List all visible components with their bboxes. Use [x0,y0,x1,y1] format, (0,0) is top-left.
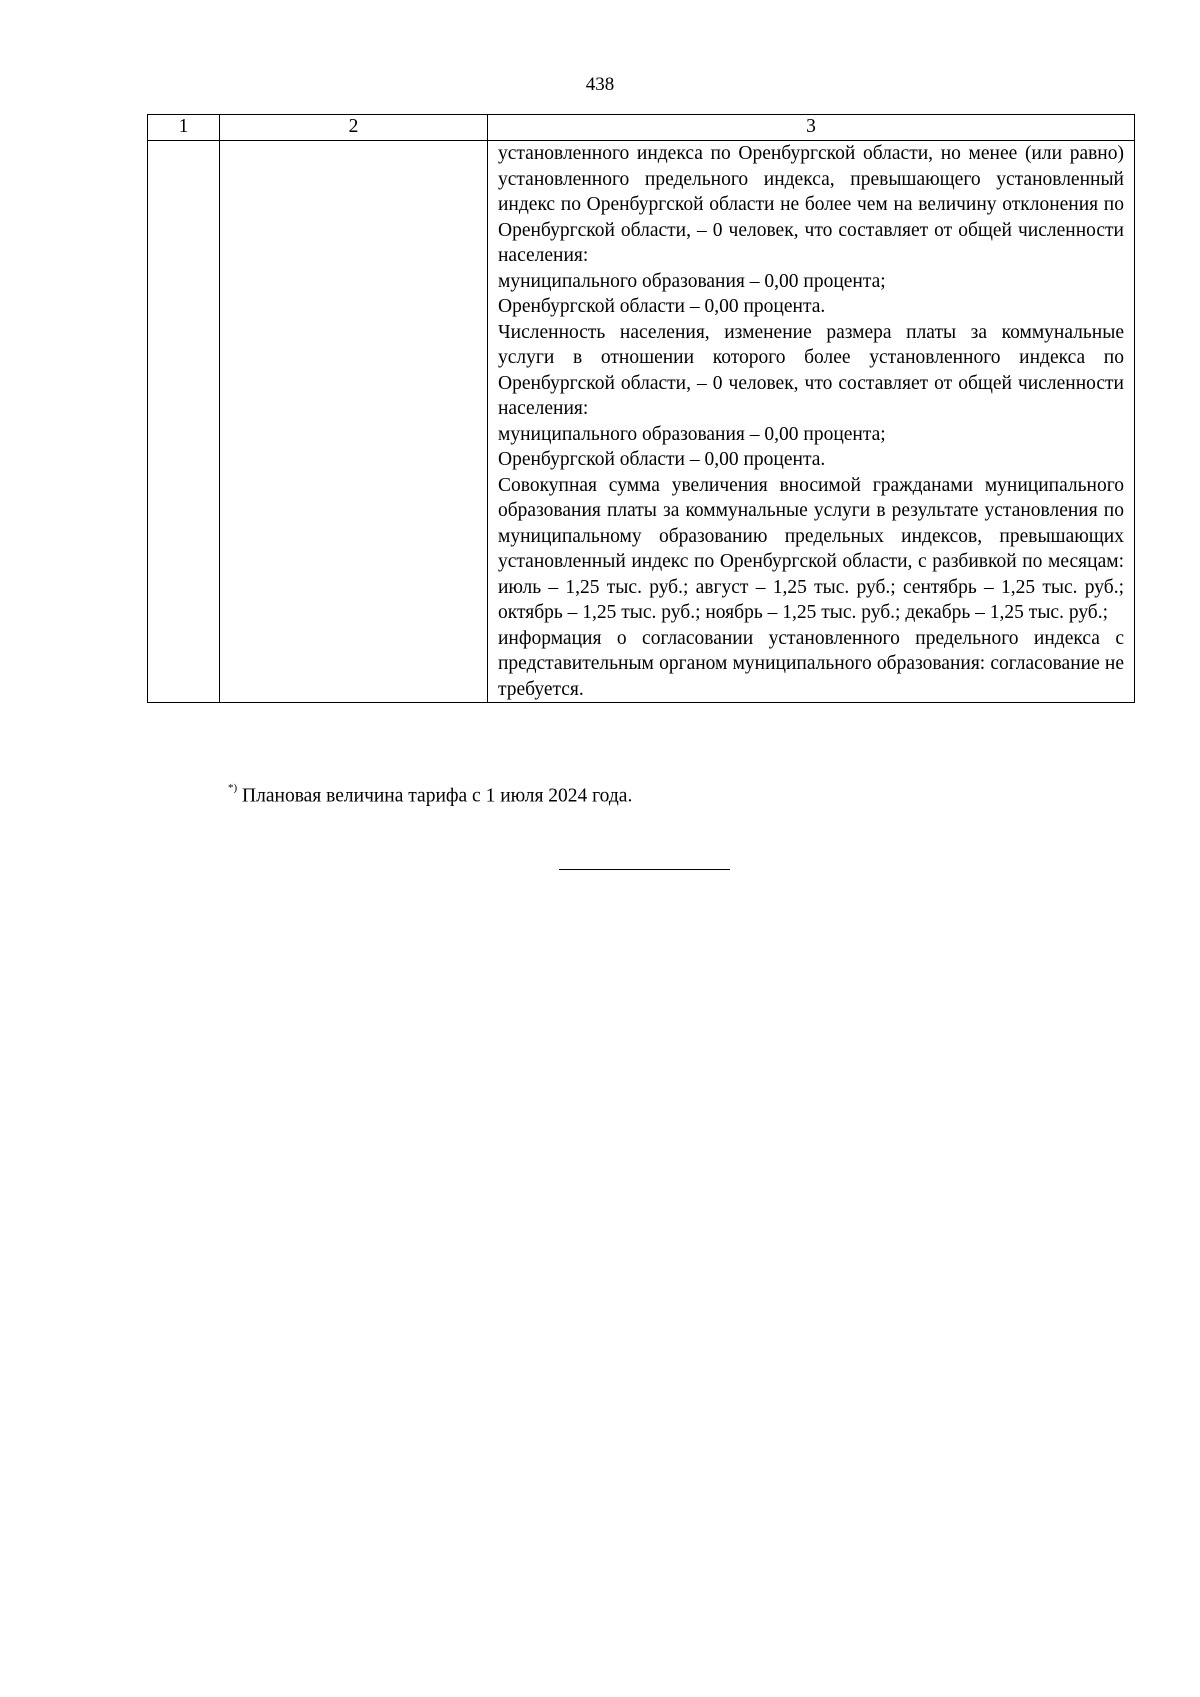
cell-col-1 [148,141,220,703]
paragraph: Оренбургской области – 0,00 процента. [498,449,826,470]
footnote [228,782,633,808]
footnote-marker: *) [228,782,238,794]
table-header-row [148,115,1135,141]
cell-col-2 [220,141,488,703]
cell-col-3 [488,141,1135,703]
column-header-3: 3 [488,115,1135,141]
footnote-text: Плановая величина тарифа с 1 июля 2024 года. [242,785,633,807]
page-number: 438 [585,74,615,95]
paragraph: Численность населения, изменение размера платы за коммунальные услуги в отношении которого более установленного индекса по Оренбургской области, – 0 человек, что составляет от общей численности населения: [498,321,1124,419]
paragraph: муниципального образования – 0,00 процента; [498,423,886,445]
column-header-1: 1 [148,115,220,141]
end-of-document-rule [559,869,730,870]
column-header-2: 2 [220,115,488,141]
document-table [147,114,1135,703]
table-row [148,141,1135,703]
paragraph: Оренбургской области – 0,00 процента. [498,296,826,317]
paragraph: информация о согласовании установленного предельного индекса с представительным органом муниципального образования: согласование не требуется. [498,627,1124,700]
paragraph: Совокупная сумма увеличения вносимой гражданами муниципального образования платы за коммунальные услуги в результате установления по муниципальному образованию предельных индексов, превышающих установленный индекс по Оренбургской области, с разбивкой по месяцам: июль – 1,25 тыс. руб.; август – 1,25 тыс. руб.; сентябрь – 1,25 тыс. руб.; октябрь – 1,25 тыс. руб.; ноябрь – 1,25 тыс. руб.; декабрь – 1,25 тыс. руб.; [498,474,1124,623]
paragraph: установленного индекса по Оренбургской области, но менее (или равно) установленного предельного индекса, превышающего установленный индекс по Оренбургской области не более чем на величину отклонения по Оренбургской области, – 0 человек, что составляет от общей численности населения: [498,143,1124,266]
paragraph: муниципального образования – 0,00 процента; [498,270,886,292]
